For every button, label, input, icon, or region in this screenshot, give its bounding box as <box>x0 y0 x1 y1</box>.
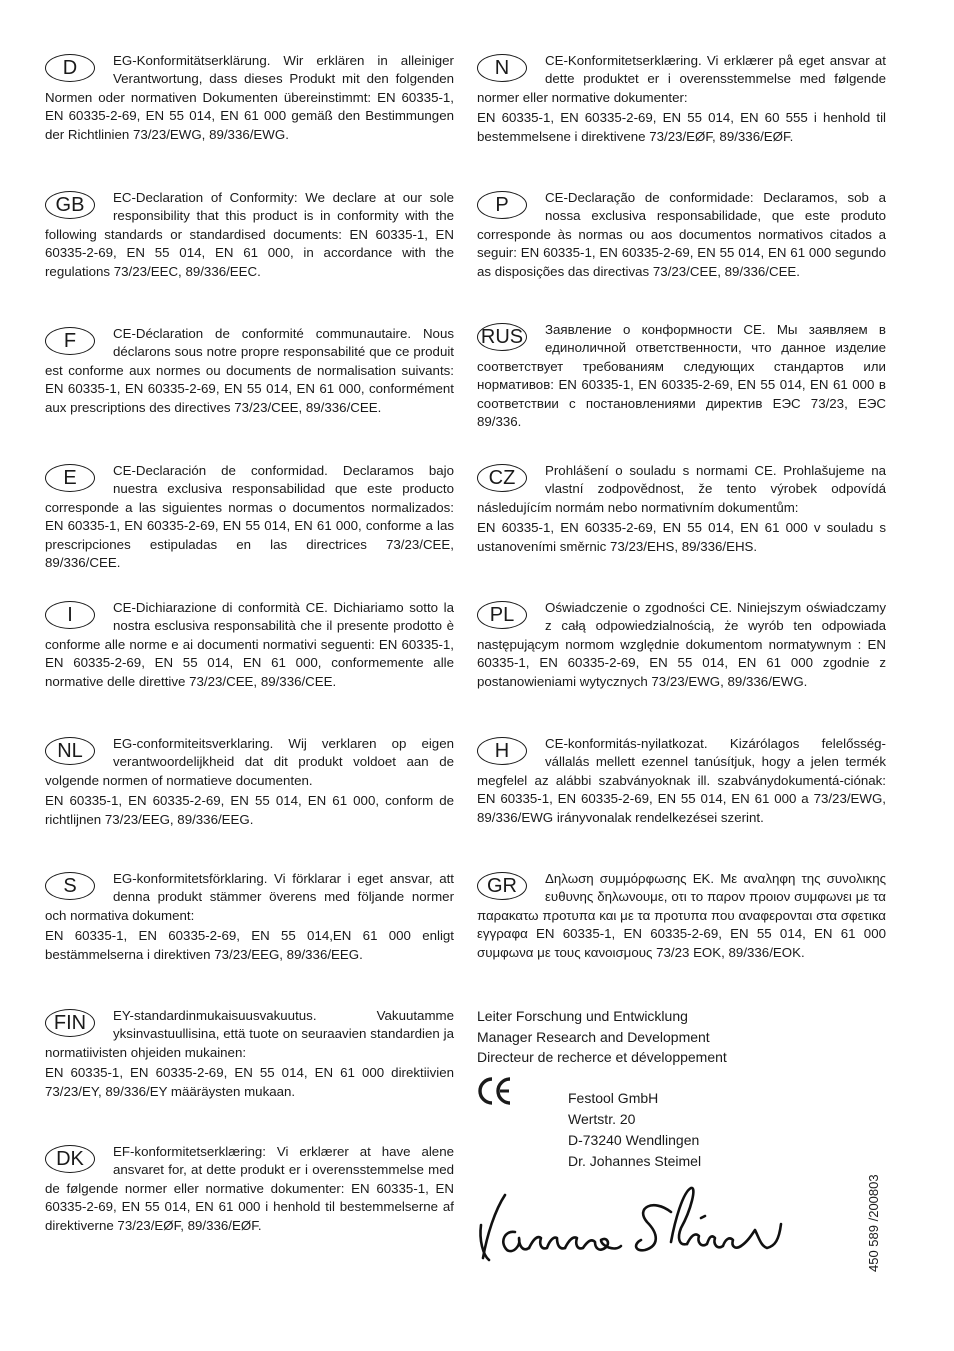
declaration-text: EN 60335-1, EN 60335-2-69, EN 55 014, EN 60 555 i henhold til bestemmelsene i direktivene 73/23/EØF, 89/336/EØF. <box>477 110 886 144</box>
country-code-badge: F <box>45 327 95 355</box>
declaration-text: CE-Declaración de conformidad. Declaramos bajo nuestra exclusiva responsabilidad que este producto corresponde a las siguientes normas o documentos normalizados: EN 60335-1, EN 60335-2-69, EN 55 014, EN 61 000, conforme a las prescripciones estipuladas en las directrices 73/23/CEE, 89/336/CEE. <box>45 463 454 571</box>
declaration-pl <box>477 599 886 691</box>
declaration-text: CE-Konformitetserklæring. Vi erklærer på eget ansvar at dette produktet er i overensstemmelse med følgende normer eller normative dokumenter: <box>477 53 886 105</box>
declaration-text: EG-conformiteitsverklaring. Wij verklaren op eigen verantwoordelijkheid dat dit produkt voldoet aan de volgende normen of normatieve documenten. <box>45 736 454 788</box>
document-number: 450 589 /200803 <box>866 1174 881 1272</box>
company-address <box>568 1088 701 1172</box>
declaration-text: Заявление о конформности CE. Мы заявляем в единоличной ответственности, что данное изделие соответствует требованиям следующих стандартов или нормативов: EN 60335-1, EN 60335-2-69, EN 55 014, EN 61 000 в соответствии с постановлениями директив ЕЭС 73/23, ЕЭС 89/336. <box>477 322 886 430</box>
country-code-badge: RUS <box>477 323 527 351</box>
country-code-badge: GR <box>477 872 527 900</box>
ce-mark-icon <box>476 1075 512 1107</box>
country-code-badge: S <box>45 872 95 900</box>
declaration-text: EG-konformitetsförklaring. Vi förklarar i eget ansvar, att denna produkt stämmer överens med följande normer och normativa dokument: <box>45 871 454 923</box>
country-code-badge: GB <box>45 191 95 219</box>
declaration-text: EY-standardinmukaisuusvakuutus. Vakuutamme yksinvastuullisina, että tuote on seuraavien standardien ja normatiivisten ohjeiden mukainen: <box>45 1008 454 1060</box>
title-line-de: Leiter Forschung und Entwicklung <box>477 1008 688 1024</box>
declaration-d <box>45 52 454 144</box>
city: D-73240 Wendlingen <box>568 1132 700 1148</box>
country-code-badge: H <box>477 737 527 765</box>
declaration-text: EN 60335-1, EN 60335-2-69, EN 55 014, EN 61 000, conform de richtlijnen 73/23/EEG, 89/336/EEG. <box>45 793 454 827</box>
declaration-text: Δηλωση συμμόρφωσης ΕΚ. Με αναληφη της συνολικης ευθυνης δηλωνουμε, οτι το παρον προιον συμφωνει με τα παρακατω προτυπα και με τα προτυπα που αναφερονται στα σφετικα εγγραφα EN 60335-1, EN 60335-2-69, EN 55 014, EN 61 000 συμφωνα με τους κανοισμους 73/23 ΕΟΚ, 89/336/ΕΟΚ. <box>477 871 886 960</box>
country-code-badge: CZ <box>477 464 527 492</box>
country-code-badge: P <box>477 191 527 219</box>
signatory-name: Dr. Johannes Steimel <box>568 1153 702 1169</box>
declaration-dk <box>45 1143 454 1235</box>
declaration-rus <box>477 321 886 431</box>
declaration-text: Oświadczenie o zgodności CE. Niniejszym oświadczamy z całą odpowiedzialnością, że wyrób ten odpowiada następującym normom względnie dokumentom normatywnym : EN 60335-1, EN 60335-2-69, EN 55 014, EN 61 000 zgodnie z postanowieniami wytycznych 73/23/EWG, 89/336/EWG. <box>477 600 886 689</box>
declaration-text: CE-Declaração de conformidade: Declaramos, sob a nossa exclusiva responsabilidade, que este produto corresponde às normas ou aos documentos normativos citados a seguir: EN 60335-1, EN 60335-2-69, EN 55 014, EN 61 000 segundo as disposições das directivas 73/23/CEE, 89/336/CEE. <box>477 190 886 279</box>
declaration-f <box>45 325 454 417</box>
country-code-badge: PL <box>477 601 527 629</box>
declaration-gr <box>477 870 886 962</box>
declaration-text: CE-Déclaration de conformité communautaire. Nous déclarons sous notre propre responsabilité que ce produit est conforme aux normes ou documents de normalisation suivants: EN 60335-1, EN 60335-2-69, EN 55 014, EN 61 000, conformément aux prescriptions des directives 73/23/CEE, 89/336/CEE. <box>45 326 454 415</box>
company-name: Festool GmbH <box>568 1090 659 1106</box>
declaration-text: EF-konformitetserklæring: Vi erklærer at have alene ansvaret for, at dette produkt er i overensstemmelse med de følgende normer eller normative dokumenter: EN 60335-1, EN 60335-2-69, EN 55 014, EN 61 000 i henhold til bestemmelserne af direktiverne 73/23/EØF, 89/336/EØF. <box>45 1144 454 1233</box>
declaration-text: CE-konformitás-nyilatkozat. Kizárólagos felelősség-vállalás mellett ezennel tanúsítjuk, hogy a jelen termék megfelel az alábbi szabványoknak ill. szabványdokumentá-ciónak: EN 60335-1, EN 60335-2-69, EN 55 014, EN 61 000 a 73/23/EWG, 89/336/EWG irányvonalak rendelkezései szerint. <box>477 736 886 825</box>
declaration-h <box>477 735 886 827</box>
country-code-badge: DK <box>45 1145 95 1173</box>
declaration-fin <box>45 1007 454 1101</box>
title-line-en: Manager Research and Development <box>477 1028 710 1045</box>
country-code-badge: FIN <box>45 1009 95 1037</box>
handwritten-signature <box>475 1180 790 1265</box>
declaration-s <box>45 870 454 964</box>
declaration-text: EN 60335-1, EN 60335-2-69, EN 55 014,EN 61 000 enligt bestämmelserna i direktiven 73/23/EEG, 89/336/EEG. <box>45 928 454 962</box>
country-code-badge: E <box>45 464 95 492</box>
declaration-nl <box>45 735 454 829</box>
declaration-e <box>45 462 454 572</box>
declaration-p <box>477 189 886 281</box>
declaration-cz <box>477 462 886 556</box>
title-line-fr: Directeur de recherce et développement <box>477 1049 727 1065</box>
declaration-text: EG-Konformitätserklärung. Wir erklären in alleiniger Verantwortung, dass dieses Produkt mit den folgenden Normen oder normativen Dokumenten übereinstimmt: EN 60335-1, EN 60335-2-69, EN 55 014, EN 61 000 gemäß den Bestimmungen der Richtlinien 73/23/EWG, 89/336/EWG. <box>45 53 454 142</box>
street: Wertstr. 20 <box>568 1111 636 1127</box>
declaration-i <box>45 599 454 691</box>
country-code-badge: N <box>477 54 527 82</box>
country-code-badge: I <box>45 601 95 629</box>
declaration-text: EN 60335-1, EN 60335-2-69, EN 55 014, EN 61 000 direktiivien 73/23/EY, 89/336/EY määräysten mukaan. <box>45 1065 454 1099</box>
country-code-badge: NL <box>45 737 95 765</box>
declaration-text: EN 60335-1, EN 60335-2-69, EN 55 014, EN 61 000 v souladu s ustanoveními směrnic 73/23/EHS, 89/336/EHS. <box>477 520 886 554</box>
declaration-text: EC-Declaration of Conformity: We declare at our sole responsibility that this product is in conformity with the following standards or standardised documents: EN 60335-1, EN 60335-2-69, EN 55 014, EN 61 000, in accordance with the regulations 73/23/EEC, 89/336/EEC. <box>45 190 454 279</box>
declaration-n <box>477 52 886 146</box>
country-code-badge: D <box>45 54 95 82</box>
signatory-titles <box>477 1006 727 1068</box>
declaration-text: Prohlášení o souladu s normami CE. Prohlašujeme na vlastní zodpovědnost, že tento výrobek odpovídá následujícím normám nebo normativním dokumentům: <box>477 463 886 515</box>
declaration-gb <box>45 189 454 281</box>
declaration-text: CE-Dichiarazione di conformità CE. Dichiariamo sotto la nostra esclusiva responsabilità che il presente prodotto è conforme alle norme e ai documenti normativi seguenti: EN 60335-1, EN 60335-2-69, EN 55 014, EN 61 000, conformemente alle normative delle direttive 73/23/CEE, 89/336/CEE. <box>45 600 454 689</box>
